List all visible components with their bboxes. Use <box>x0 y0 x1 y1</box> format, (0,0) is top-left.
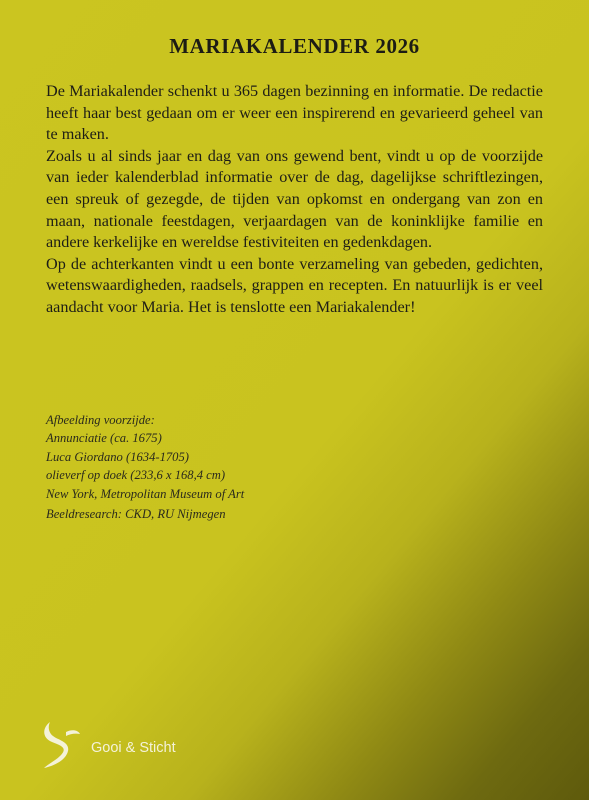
credits-location: New York, Metropolitan Museum of Art <box>46 486 245 501</box>
credits-heading: Afbeelding voorzijde: <box>46 413 155 427</box>
paragraph-intro: De Mariakalender schenkt u 365 dagen bezinning en informatie. De redactie heeft haar best gedaan om er weer een inspirerend en gevarieerd geheel van te maken. <box>46 82 543 144</box>
paragraph-calendar-back: Op de achterkanten vindt u een bonte verzameling van gebeden, gedichten, wetenswaardigheden, raadsels, grappen en recepten. En natuurlijk is er veel aandacht voor Maria. Het is tenslotte een Mariakalender! <box>46 254 543 316</box>
page-title: MARIAKALENDER 2026 <box>169 34 420 58</box>
credits-research: Beeldresearch: CKD, RU Nijmegen <box>46 507 226 522</box>
credits-medium: olieverf op doek (233,6 x 168,4 cm) <box>46 468 226 483</box>
gooi-sticht-swoosh-icon <box>38 720 84 770</box>
paragraph-calendar-front: Zoals u al sinds jaar en dag van ons gewend bent, vindt u op de voorzijde van ieder kalenderblad informatie over de dag, dagelijkse schriftlezingen, een spreuk of gezegde, de tijden van opkomst en ondergang van zon en maan, nationale feestdagen, verjaardagen van de koninklijke familie en andere kerkelijke en wereldse festiviteiten en gedenkdagen. <box>46 146 543 252</box>
publisher-logo <box>38 720 238 770</box>
publisher-name: Gooi & Sticht <box>91 740 176 756</box>
image-credits <box>46 411 466 523</box>
description-text <box>46 81 543 319</box>
credits-painting: Annunciatie (ca. 1675) <box>46 431 162 446</box>
credits-artist: Luca Giordano (1634-1705) <box>46 449 189 464</box>
